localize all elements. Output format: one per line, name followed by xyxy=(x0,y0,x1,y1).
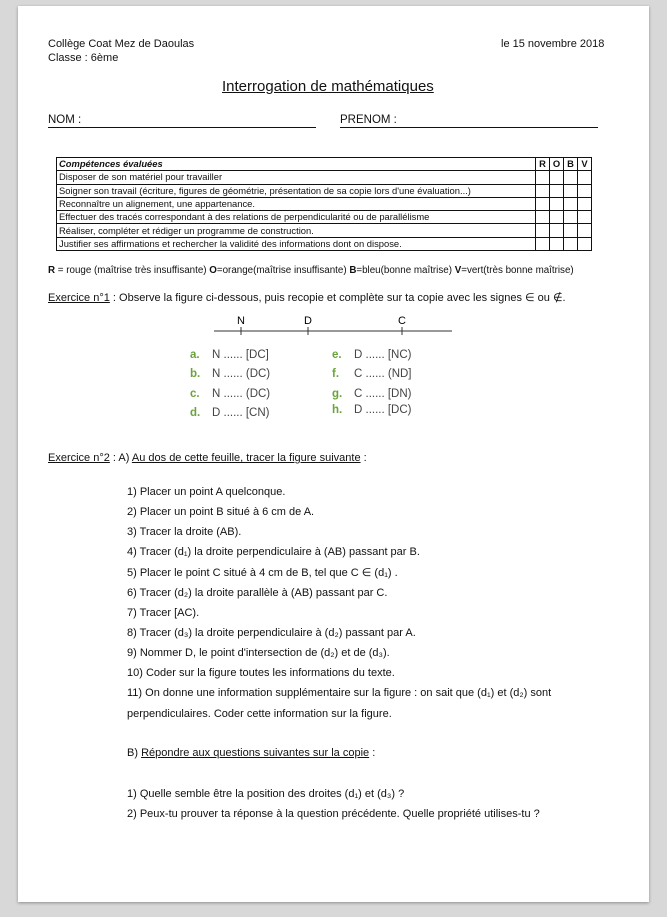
part-a-title: Au dos de cette feuille, tracer la figure suivante xyxy=(131,452,361,464)
date: le 15 novembre 2018 xyxy=(501,38,605,50)
legend-o: O xyxy=(209,265,217,276)
question-2: 2) Peux-tu prouver ta réponse à la question précédente. Quelle propriété utilises-tu ? xyxy=(127,808,540,820)
exercise-1-label: Exercice n°1 xyxy=(48,292,110,304)
item-letter: h. xyxy=(332,404,343,416)
grade-cell[interactable] xyxy=(550,197,564,210)
grade-cell[interactable] xyxy=(578,197,592,210)
competences-header: Compétences évaluées xyxy=(57,158,536,171)
grade-cell[interactable] xyxy=(564,211,578,224)
grade-cell[interactable] xyxy=(536,171,550,184)
grade-cell[interactable] xyxy=(550,184,564,197)
point-d-label: D xyxy=(304,315,312,327)
legend-v-text: =vert(très bonne maîtrise) xyxy=(461,265,574,276)
item-text: N ...... (DC) xyxy=(212,368,271,380)
grade-cell[interactable] xyxy=(578,224,592,237)
competences-table xyxy=(56,157,592,251)
item-text: C ...... [DN) xyxy=(354,388,412,400)
step-7: 7) Tracer [AC). xyxy=(127,607,200,619)
item-b xyxy=(190,368,270,380)
grade-cell[interactable] xyxy=(550,171,564,184)
legend-r: R xyxy=(48,265,56,276)
item-a xyxy=(190,349,269,361)
point-n-label: N xyxy=(237,315,245,327)
legend-o-text: =orange(maîtrise insuffisante) xyxy=(216,265,350,276)
step-10: 10) Coder sur la figure toutes les informations du texte. xyxy=(127,667,395,679)
step-9: 9) Nommer D, le point d'intersection de (d₂) et de (d₃). xyxy=(127,647,390,659)
grade-cell[interactable] xyxy=(536,197,550,210)
item-text: D ...... [CN) xyxy=(212,407,270,419)
item-h xyxy=(332,404,412,416)
item-letter: b. xyxy=(190,368,201,380)
competence-label: Soigner son travail (écriture, figures de géométrie, présentation de sa copie lors d'une évaluation...) xyxy=(57,184,536,197)
col-v: V xyxy=(578,158,592,171)
item-text: C ...... (ND] xyxy=(354,368,412,380)
competence-label: Réaliser, compléter et rédiger un programme de construction. xyxy=(57,224,536,237)
col-r: R xyxy=(536,158,550,171)
competence-label: Disposer de son matériel pour travailler xyxy=(57,171,536,184)
question-1: 1) Quelle semble être la position des droites (d₁) et (d₃) ? xyxy=(127,788,405,800)
step-3: 3) Tracer la droite (AB). xyxy=(127,526,242,538)
legend-v: V xyxy=(454,265,462,276)
table-row xyxy=(57,171,592,184)
item-letter: g. xyxy=(332,388,343,400)
grade-cell[interactable] xyxy=(578,171,592,184)
nom-line[interactable] xyxy=(48,127,316,128)
page-title: Interrogation de mathématiques xyxy=(222,78,434,95)
step-1: 1) Placer un point A quelconque. xyxy=(127,486,286,498)
item-e xyxy=(332,349,412,361)
legend-b: B xyxy=(349,265,357,276)
item-letter: e. xyxy=(332,349,342,361)
school-name: Collège Coat Mez de Daoulas xyxy=(48,38,195,50)
table-row xyxy=(57,184,592,197)
exercise-1-instruction xyxy=(48,291,566,304)
grade-cell[interactable] xyxy=(564,184,578,197)
part-b-instruction xyxy=(127,747,375,759)
step-11-continued: perpendiculaires. Coder cette information sur la figure. xyxy=(127,708,392,720)
item-f xyxy=(332,368,412,380)
item-letter: c. xyxy=(190,388,200,400)
point-c-label: C xyxy=(398,315,406,327)
item-letter: d. xyxy=(190,407,201,419)
part-b-title: Répondre aux questions suivantes sur la copie xyxy=(141,747,370,759)
col-o: O xyxy=(550,158,564,171)
grade-cell[interactable] xyxy=(564,224,578,237)
item-g xyxy=(332,388,412,400)
table-header-row xyxy=(57,158,592,171)
grade-cell[interactable] xyxy=(564,197,578,210)
item-letter: a. xyxy=(190,349,200,361)
legend-b-text: =bleu(bonne maîtrise) xyxy=(356,265,455,276)
nom-label: NOM : xyxy=(48,114,82,126)
exercise-2-label: Exercice n°2 xyxy=(48,452,110,464)
step-4: 4) Tracer (d₁) la droite perpendiculaire à (AB) passant par B. xyxy=(127,546,420,558)
table-row xyxy=(57,197,592,210)
grade-cell[interactable] xyxy=(564,237,578,250)
competence-label: Effectuer des tracés correspondant à des relations de perpendicularité ou de parallélisme xyxy=(57,211,536,224)
item-d xyxy=(190,407,270,419)
step-11: 11) On donne une information supplémentaire sur la figure : on sait que (d₁) et (d₂) sont xyxy=(127,687,552,699)
step-6: 6) Tracer (d₂) la droite parallèle à (AB) passant par C. xyxy=(127,587,388,599)
grade-cell[interactable] xyxy=(578,211,592,224)
col-b: B xyxy=(564,158,578,171)
table-row xyxy=(57,211,592,224)
item-text: N ...... [DC] xyxy=(212,349,269,361)
part-b-end: : xyxy=(369,747,376,759)
competence-label: Reconnaître un alignement, une appartenance. xyxy=(57,197,536,210)
grade-cell[interactable] xyxy=(550,211,564,224)
competence-label: Justifier ses affirmations et rechercher la validité des informations dont on dispose. xyxy=(57,237,536,250)
item-text: D ...... [NC) xyxy=(354,349,412,361)
step-5: 5) Placer le point C situé à 4 cm de B, tel que C ∈ (d₁) . xyxy=(127,567,398,579)
grade-cell[interactable] xyxy=(550,224,564,237)
grade-legend xyxy=(48,265,574,276)
table-row xyxy=(57,224,592,237)
item-letter: f. xyxy=(332,368,340,380)
grade-cell[interactable] xyxy=(536,224,550,237)
item-text: N ...... (DC) xyxy=(212,388,271,400)
grade-cell[interactable] xyxy=(578,184,592,197)
grade-cell[interactable] xyxy=(536,184,550,197)
item-text: D ...... [DC) xyxy=(354,404,412,416)
grade-cell[interactable] xyxy=(536,237,550,250)
step-8: 8) Tracer (d₃) la droite perpendiculaire à (d₂) passant par A. xyxy=(127,627,416,639)
grade-cell[interactable] xyxy=(564,171,578,184)
prenom-label: PRENOM : xyxy=(340,114,397,126)
part-b-prefix: B) xyxy=(127,747,142,759)
table-row xyxy=(57,237,592,250)
class-label: Classe : 6ème xyxy=(48,52,119,64)
prenom-line[interactable] xyxy=(340,127,598,128)
legend-r-text: = rouge (maîtrise très insuffisante) xyxy=(55,265,210,276)
part-a-end: : xyxy=(360,452,367,464)
exercise-2-sep: : A) xyxy=(109,452,132,464)
item-c xyxy=(190,388,270,400)
exercise-1-text: : Observe la figure ci-dessous, puis recopie et complète sur ta copie avec les signes ∈ ou ∉. xyxy=(109,292,566,304)
grade-cell[interactable] xyxy=(536,211,550,224)
grade-cell[interactable] xyxy=(578,237,592,250)
exercise-2-instruction xyxy=(48,452,367,464)
step-2: 2) Placer un point B situé à 6 cm de A. xyxy=(127,506,315,518)
grade-cell[interactable] xyxy=(550,237,564,250)
line-figure xyxy=(208,312,458,338)
worksheet-page xyxy=(18,6,649,902)
